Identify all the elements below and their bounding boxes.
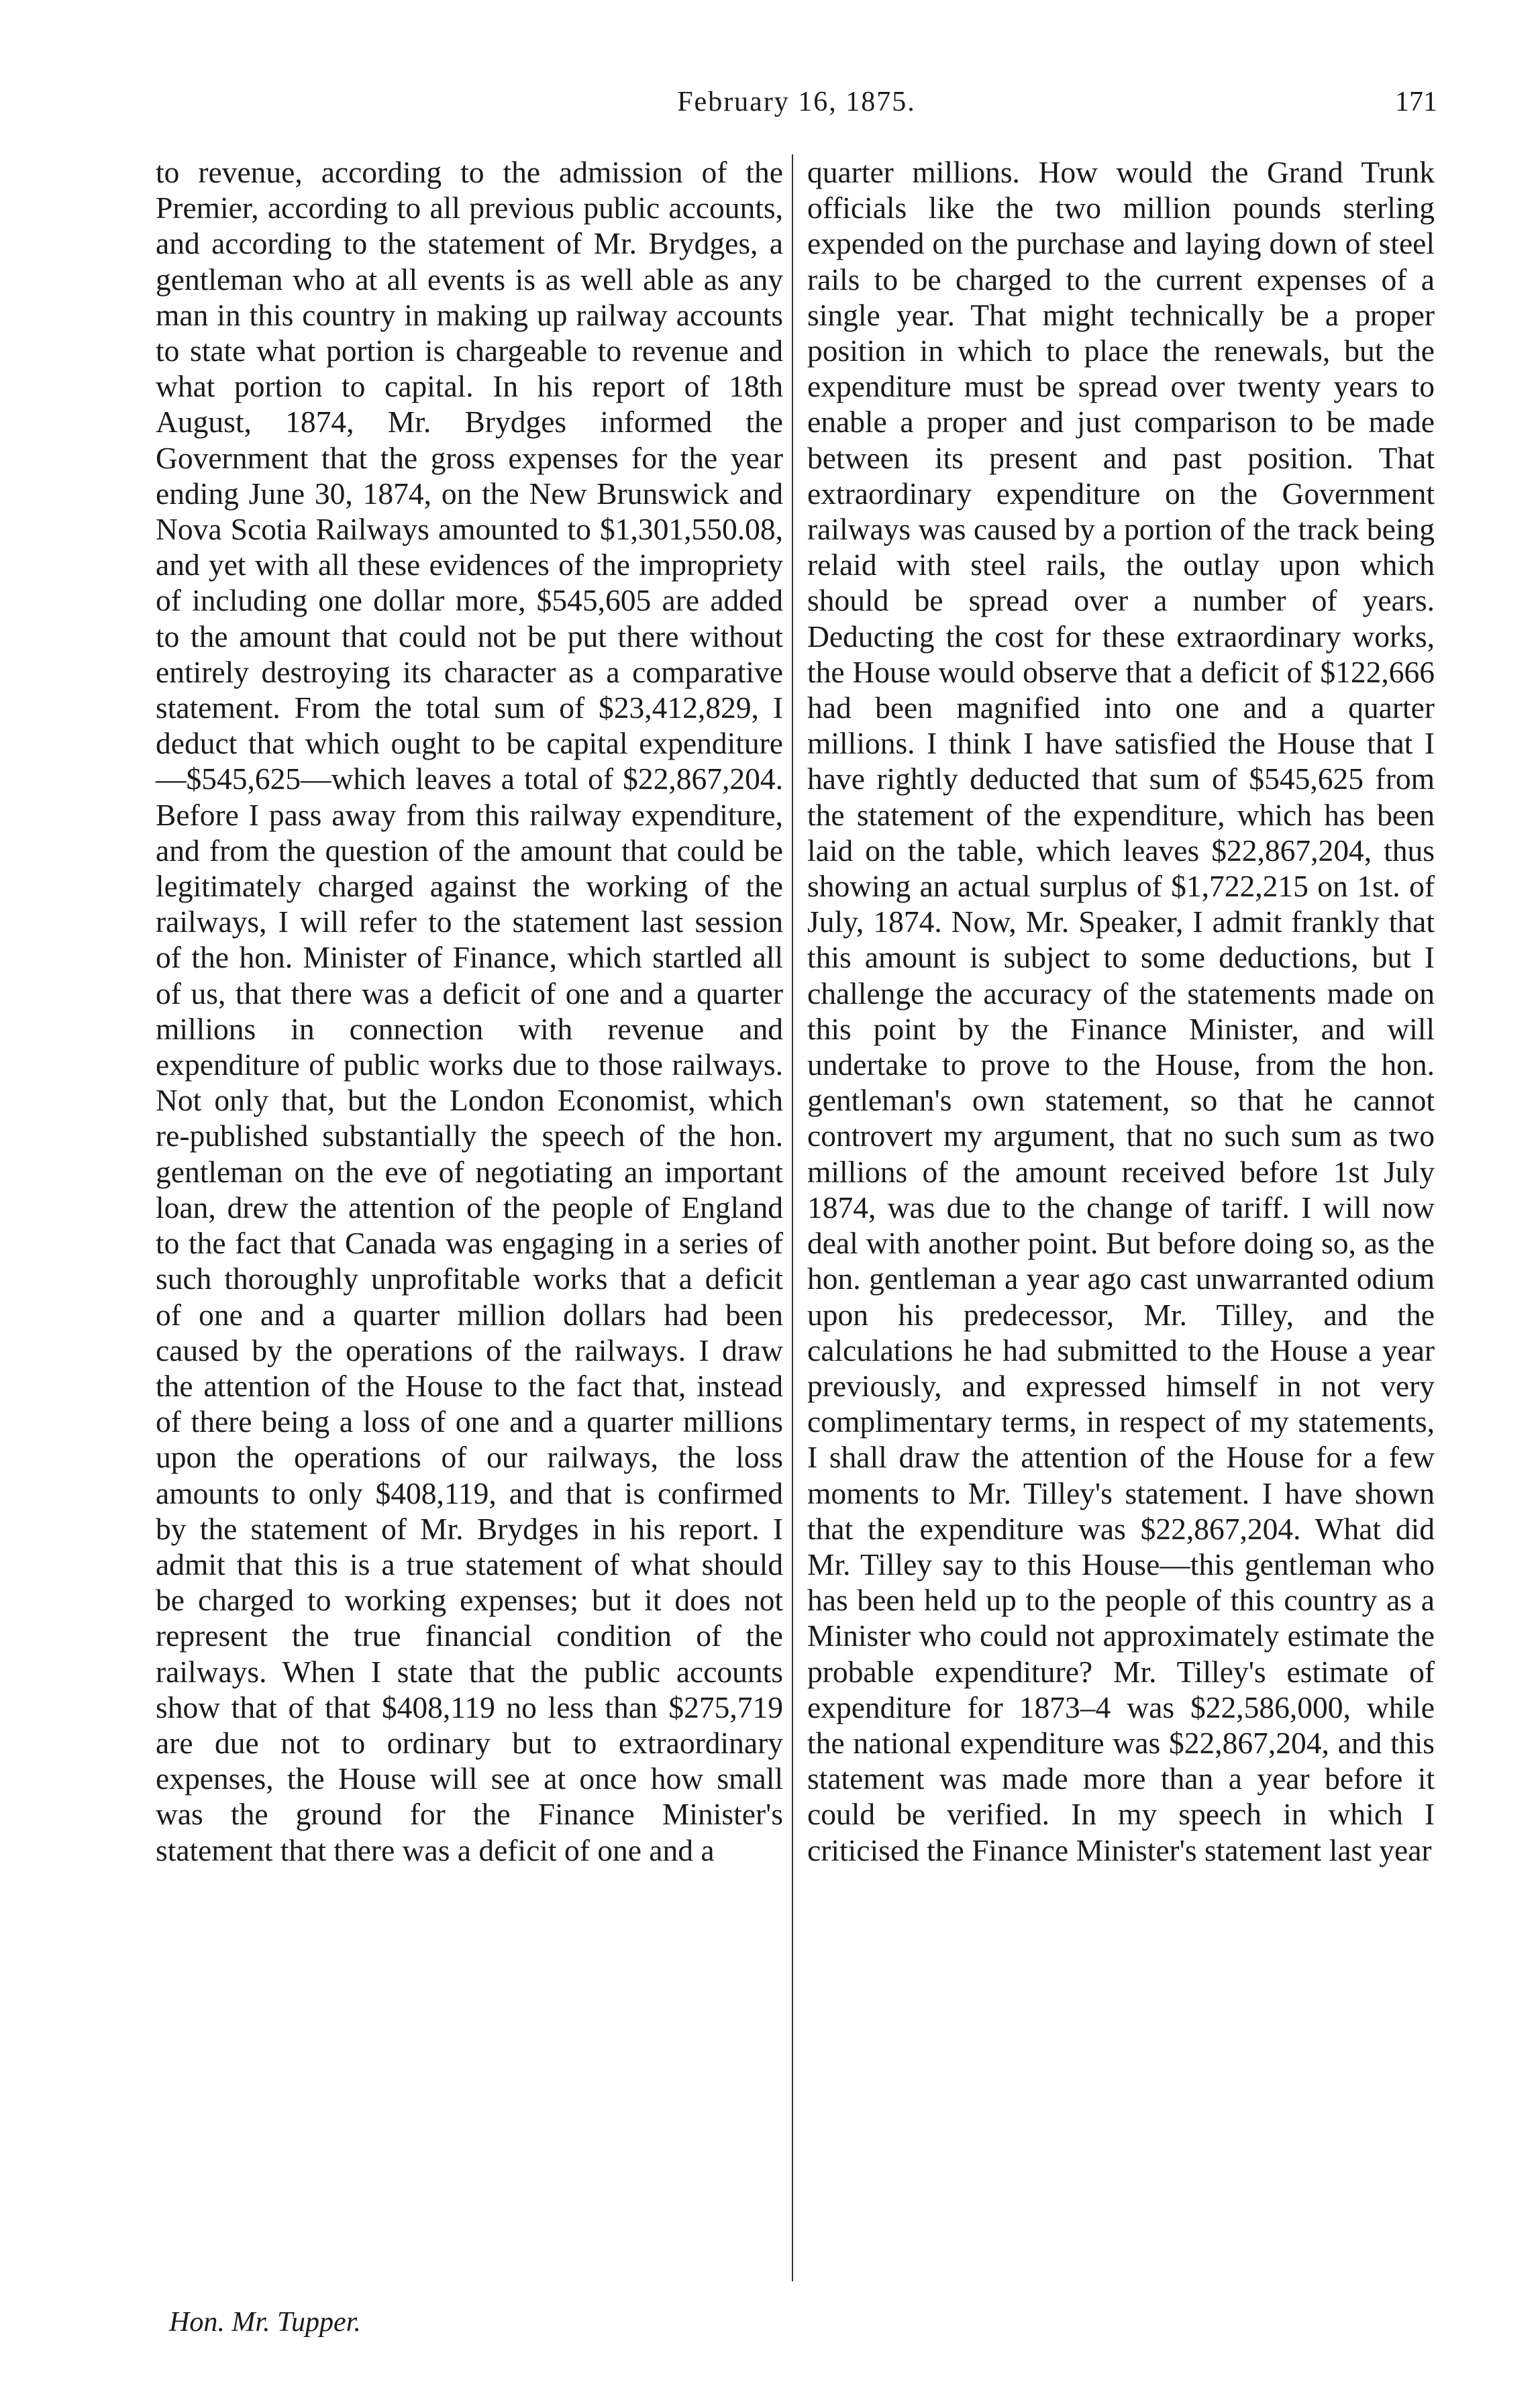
left-column (156, 154, 783, 1868)
page-date: February 16, 1875. (677, 87, 916, 117)
left-column-text: to revenue, according to the admission of the Premier, according to all previous public accounts, and according to the statement of Mr. Brydges, a gentleman who at all events is as well able as any man in this country in making up railway accounts to state what portion is chargeable to revenue and what portion to capital. In his report of 18th August, 1874, Mr. Brydges informed the Government that the gross expenses for the year ending June 30, 1874, on the New Brunswick and Nova Scotia Railways amounted to $1,301,550.08, and yet with all these evidences of the impropriety of including one dollar more, $545,605 are added to the amount that could not be put there without entirely destroying its character as a comparative statement. From the total sum of $23,412,829, I deduct that which ought to be capital expenditure—$545,625—which leaves a total of $22,867,204. Before I pass away from this railway expenditure, and from the question of the amount that could be legitimately charged against the working of the railways, I will refer to the statement last session of the hon. Minister of Finance, which startled all of us, that there was a deficit of one and a quarter millions in connection with revenue and expenditure of public works due to those railways. Not only that, but the London Economist, which re-published substantially the speech of the hon. gentleman on the eve of negotiating an important loan, drew the attention of the people of England to the fact that Canada was engaging in a series of such thoroughly unprofitable works that a deficit of one and a quarter million dollars had been caused by the operations of the railways. I draw the attention of the House to the fact that, instead of there being a loss of one and a quarter millions upon the operations of our railways, the loss amounts to only $408,119, and that is confirmed by the statement of Mr. Brydges in his report. I admit that this is a true statement of what should be charged to working expenses; but it does not represent the true financial condition of the railways. When I state that the public accounts show that of that $408,119 no less than $275,719 are due not to ordinary but to extraordinary expenses, the House will see at once how small was the ground for the Finance Minister's statement that there was a deficit of one and a (156, 155, 783, 1867)
right-column-text: quarter millions. How would the Grand Trunk officials like the two million pounds sterling expended on the purchase and laying down of steel rails to be charged to the current expenses of a single year. That might technically be a proper position in which to place the renewals, but the expenditure must be spread over twenty years to enable a proper and just comparison to be made between its present and past position. That extraordinary expenditure on the Government railways was caused by a portion of the track being relaid with steel rails, the outlay upon which should be spread over a number of years. Deducting the cost for these extraordinary works, the House would observe that a deficit of $122,666 had been magnified into one and a quarter millions. I think I have satisfied the House that I have rightly deducted that sum of $545,625 from the statement of the expenditure, which has been laid on the table, which leaves $22,867,204, thus showing an actual surplus of $1,722,215 on 1st. of July, 1874. Now, Mr. Speaker, I admit frankly that this amount is subject to some deductions, but I challenge the accuracy of the statements made on this point by the Finance Minister, and will undertake to prove to the House, from the hon. gentleman's own statement, so that he cannot controvert my argument, that no such sum as two millions of the amount received before 1st July 1874, was due to the change of tariff. I will now deal with another point. But before doing so, as the hon. gentleman a year ago cast unwarranted odium upon his predecessor, Mr. Tilley, and the calculations he had submitted to the House a year previously, and expressed himself in not very complimentary terms, in respect of my statements, I shall draw the attention of the House for a few moments to Mr. Tilley's statement. I have shown that the expenditure was $22,867,204. What did Mr. Tilley say to this House—this gentleman who has been held up to the people of this country as a Minister who could not approximately estimate the probable expenditure? Mr. Tilley's estimate of expenditure for 1873–4 was $22,586,000, while the national expenditure was $22,867,204, and this statement was made more than a year before it could be verified. In my speech in which I criticised the Finance Minister's statement last year (807, 155, 1435, 1867)
page-header (156, 79, 1437, 133)
speaker-footer: Hon. Mr. Tupper. (169, 2307, 361, 2338)
right-column (807, 154, 1435, 1868)
page-number: 171 (1395, 87, 1437, 117)
column-divider (792, 154, 793, 2281)
